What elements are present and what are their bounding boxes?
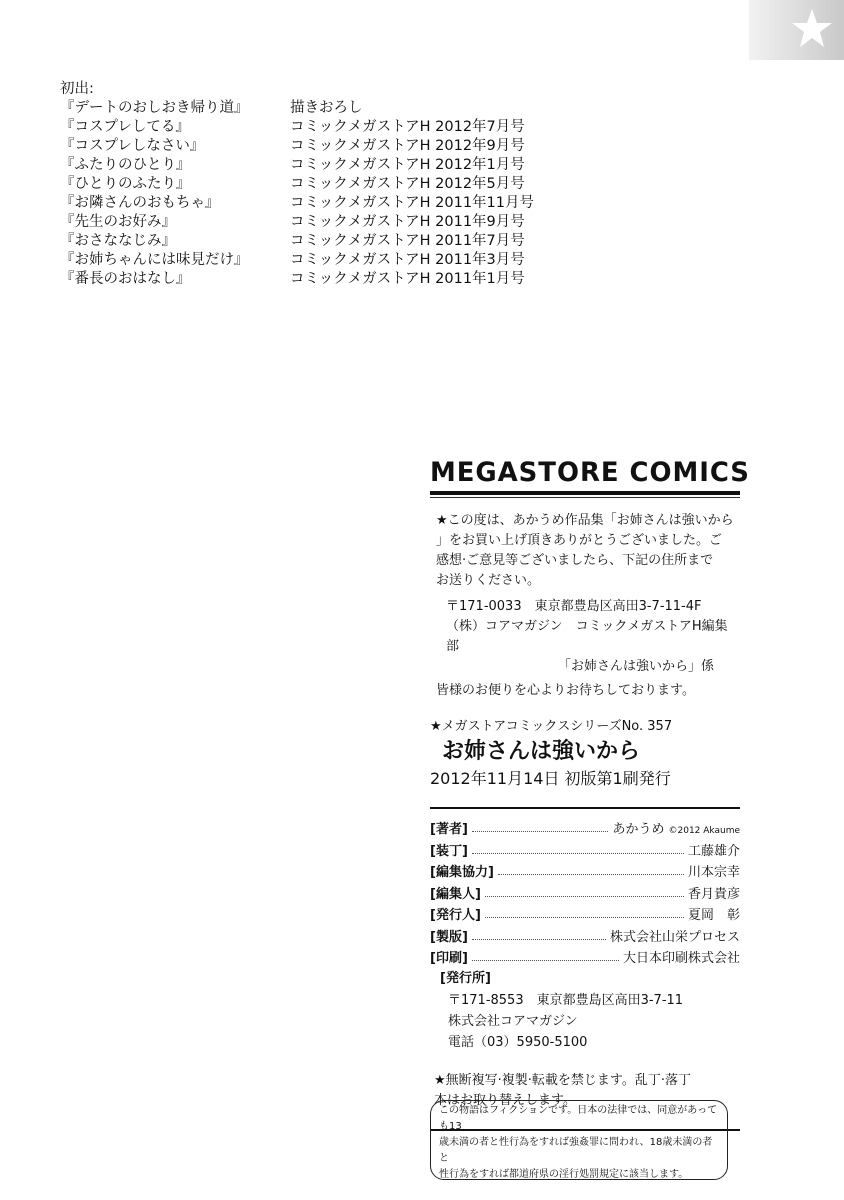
- megastore-comics-logo: MEGASTORE COMICS: [430, 457, 750, 488]
- notice-line: ★無断複写·複製·転載を禁じます。乱丁·落丁: [434, 1072, 692, 1088]
- credit-label: [著者]: [430, 822, 468, 838]
- credit-value: 株式会社山栄プロセス: [609, 929, 740, 945]
- series-number: ★メガストアコミックスシリーズNo. 357: [430, 719, 673, 734]
- story-title: 『コスプレしてる』: [60, 119, 190, 135]
- address-line: 〒171-0033 東京都豊島区高田3-7-11-4F: [446, 599, 702, 614]
- address-line: （株）コアマガジン コミックメガストアH編集部: [446, 619, 728, 654]
- credit-row: [430, 839, 740, 861]
- credit-value: 大日本印刷株式会社: [622, 951, 740, 967]
- source-row: [60, 194, 534, 213]
- credit-row: [430, 925, 740, 947]
- divider: [430, 807, 740, 809]
- first-appearance-list: [60, 80, 534, 289]
- source-row: [60, 232, 525, 251]
- story-title: 『ふたりのひとり』: [60, 157, 191, 173]
- credit-label: [印刷]: [430, 951, 468, 967]
- notice-line: 本はお取り替えします。: [434, 1092, 576, 1108]
- author-name: あかうめ: [612, 822, 665, 838]
- dot-leader: [485, 888, 684, 897]
- source-row: [60, 156, 525, 175]
- credit-value: 香月貴彦: [687, 886, 740, 902]
- credit-row: [430, 860, 740, 882]
- credit-label: [装丁]: [430, 843, 468, 859]
- story-publication: コミックメガストアH 2011年7月号: [290, 233, 525, 249]
- mail-address: [446, 597, 740, 677]
- star-icon: [790, 6, 834, 50]
- dot-leader: [485, 909, 684, 918]
- story-publication: コミックメガストアH 2011年1月号: [290, 271, 525, 287]
- story-title: 『おさななじみ』: [60, 233, 176, 249]
- disclaimer-line: この物語はフィクションです。日本の法律では、同意があっても13: [439, 1105, 718, 1132]
- story-publication: コミックメガストアH 2011年9月号: [290, 214, 525, 230]
- corner-tab: [749, 0, 844, 60]
- book-title: お姉さんは強いから: [442, 739, 641, 764]
- disclaimer-line: 性行為をすれば都道府県の淫行処罰規定に該当します。: [439, 1169, 689, 1180]
- story-title: 『お隣さんのおもちゃ』: [60, 195, 220, 211]
- credit-value: 工藤雄介: [687, 843, 740, 859]
- divider: [430, 491, 740, 495]
- closing-message: 皆様のお便りを心よりお待ちしております。: [436, 683, 695, 698]
- source-row: [60, 213, 525, 232]
- credit-value: 夏岡 彰: [687, 908, 740, 924]
- thanks-line: ★この度は、あかうめ作品集「お姉さんは強いから: [436, 513, 734, 528]
- story-title: 『デートのおしおき帰り道』: [60, 100, 249, 116]
- thanks-line: 」をお買い上げ頂きありがとうございました。ご: [436, 533, 723, 548]
- disclaimer-line: 歳未満の者と性行為をすれば強姦罪に問われ、18歳未満の者と: [439, 1137, 713, 1164]
- credit-row: [430, 946, 740, 968]
- first-appearance-label: 初出:: [60, 81, 94, 97]
- story-publication: コミックメガストアH 2012年1月号: [290, 157, 525, 173]
- source-row: [60, 270, 525, 289]
- publication-date: 2012年11月14日 初版第1刷発行: [430, 769, 671, 788]
- colophon: [430, 455, 750, 1131]
- credit-row: [430, 817, 740, 839]
- source-row: [60, 118, 525, 137]
- story-title: 『コスプレしなさい』: [60, 138, 205, 154]
- credits-list: [430, 817, 740, 968]
- publisher-line: 電話（03）5950-5100: [448, 1034, 588, 1050]
- publisher-info: [448, 990, 740, 1053]
- dot-leader: [472, 845, 684, 854]
- dot-leader: [472, 823, 609, 832]
- source-row: [60, 175, 525, 194]
- story-publication: コミックメガストアH 2012年9月号: [290, 138, 525, 154]
- story-title: 『先生のお好み』: [60, 214, 176, 230]
- divider: [430, 497, 740, 498]
- thanks-message: [436, 511, 740, 591]
- thanks-line: 感想·ご意見等ございましたら、下記の住所まで: [436, 553, 714, 568]
- credit-row: [430, 882, 740, 904]
- fiction-disclaimer: [430, 1100, 728, 1180]
- story-publication: 描きおろし: [290, 100, 363, 116]
- publisher-label: [発行所]: [440, 970, 491, 986]
- publisher-line: 〒171-8553 東京都豊島区高田3-7-11: [448, 992, 684, 1008]
- story-title: 『ひとりのふたり』: [60, 176, 191, 192]
- source-row: [60, 137, 525, 156]
- address-attn: 「お姉さんは強いから」係: [557, 659, 714, 674]
- thanks-line: お送りください。: [436, 573, 541, 588]
- credit-label: [発行人]: [430, 908, 481, 924]
- story-publication: コミックメガストアH 2012年5月号: [290, 176, 525, 192]
- dot-leader: [472, 931, 606, 940]
- credit-label: [編集協力]: [430, 865, 494, 881]
- story-title: 『番長のおはなし』: [60, 271, 191, 287]
- dot-leader: [498, 866, 684, 875]
- publisher-line: 株式会社コアマガジン: [448, 1013, 578, 1029]
- credit-row: [430, 903, 740, 925]
- story-title: 『お姉ちゃんには味見だけ』: [60, 252, 249, 268]
- source-row: [60, 99, 363, 118]
- source-row: [60, 251, 525, 270]
- credit-value: [612, 818, 740, 837]
- story-publication: コミックメガストアH 2011年11月号: [290, 195, 534, 211]
- story-publication: コミックメガストアH 2012年7月号: [290, 119, 525, 135]
- story-publication: コミックメガストアH 2011年3月号: [290, 252, 525, 268]
- copyright: ©2012 Akaume: [668, 826, 740, 837]
- credit-label: [編集人]: [430, 886, 481, 902]
- credit-label: [製版]: [430, 929, 468, 945]
- credit-value: 川本宗幸: [687, 865, 740, 881]
- dot-leader: [472, 952, 619, 961]
